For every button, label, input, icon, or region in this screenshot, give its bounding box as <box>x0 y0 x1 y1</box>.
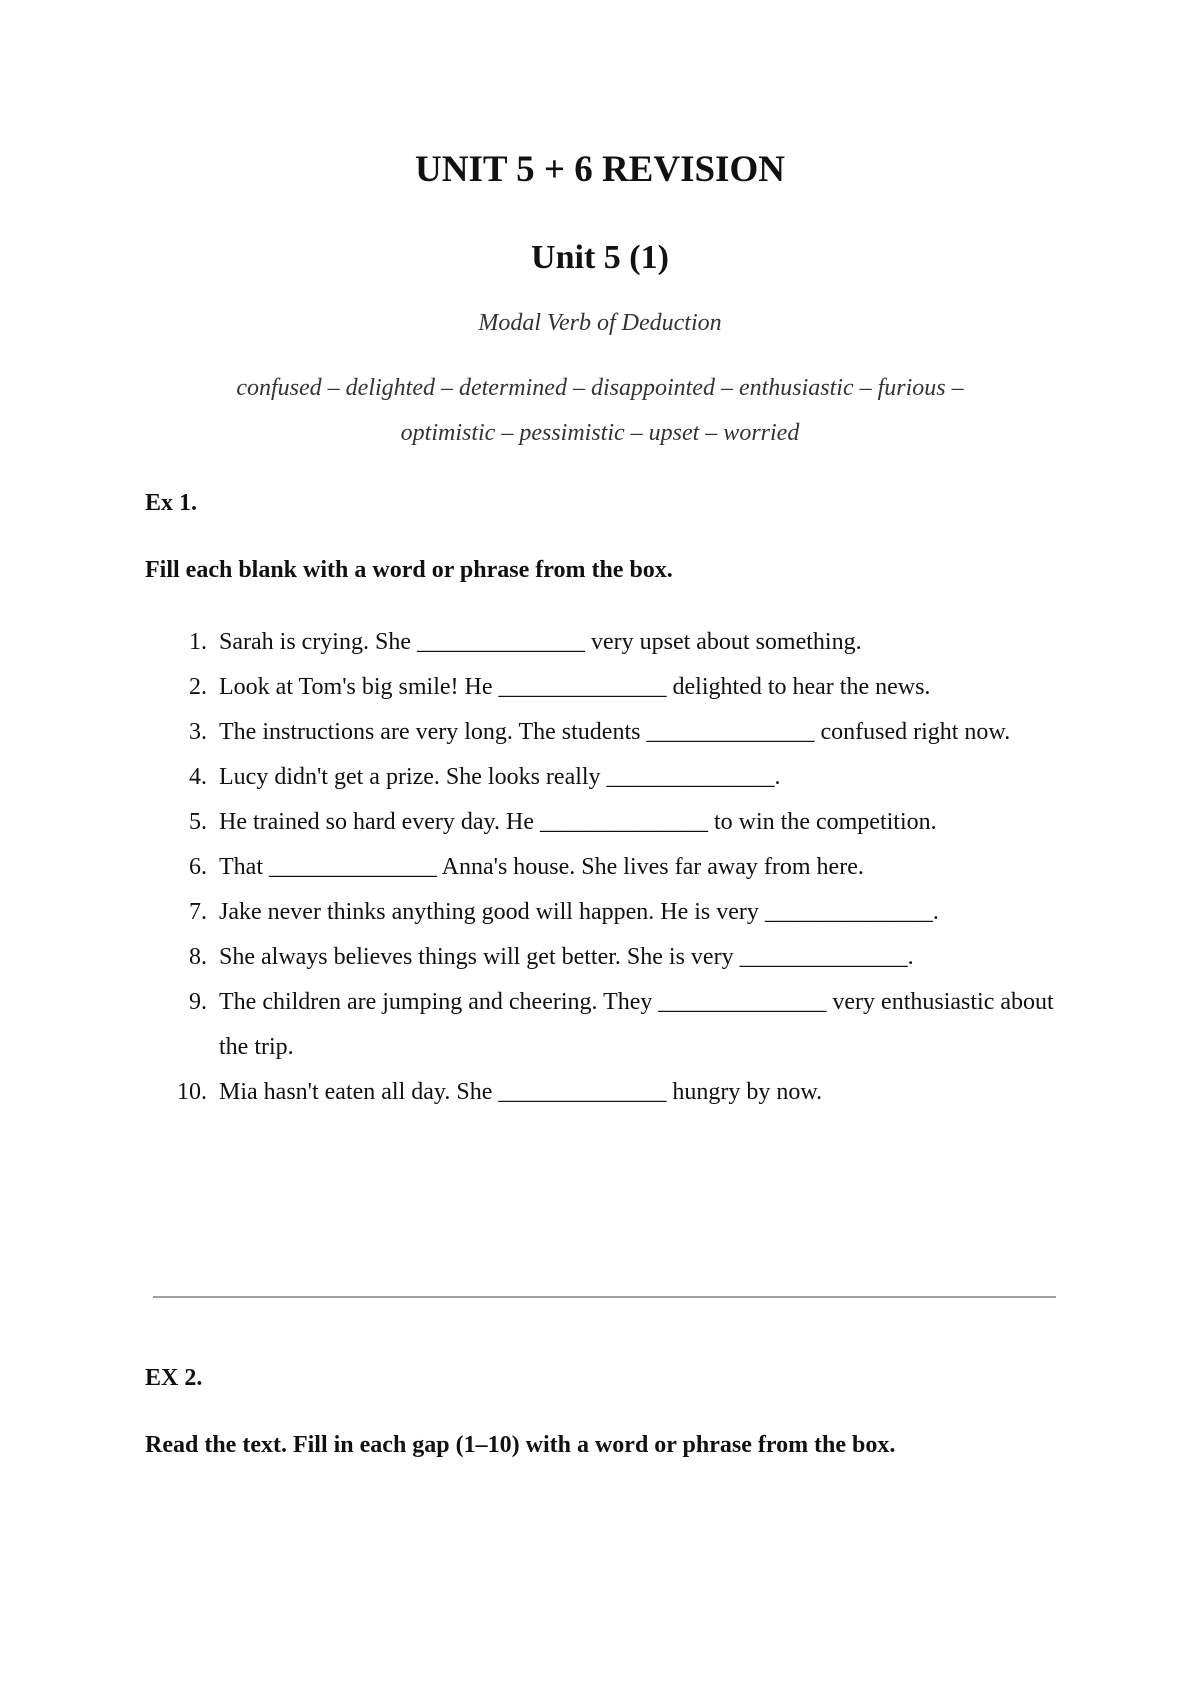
question-text: He trained so hard every day. He ______________ to win the competition. <box>219 809 937 835</box>
question-number: 3. <box>189 719 207 745</box>
section-divider <box>153 1296 1056 1298</box>
question-number: 5. <box>189 809 207 835</box>
question-number: 1. <box>189 629 207 655</box>
grammar-topic: Modal Verb of Deduction <box>478 310 722 336</box>
word-box <box>160 366 1040 456</box>
question-text: She always believes things will get better. She is very ______________. <box>219 944 914 970</box>
question-item-7 <box>145 890 1075 935</box>
question-number: 7. <box>189 899 207 925</box>
question-text: Mia hasn't eaten all day. She ______________ hungry by now. <box>219 1079 823 1105</box>
question-item-8 <box>145 935 1075 980</box>
question-number: 2. <box>189 674 207 700</box>
question-number: 6. <box>189 854 207 880</box>
question-text: Look at Tom's big smile! He ______________ delighted to hear the news. <box>219 674 931 700</box>
question-item-10 <box>145 1070 1075 1115</box>
question-number: 8. <box>189 944 207 970</box>
question-item-6 <box>145 845 1075 890</box>
question-item-3 <box>145 710 1075 755</box>
question-number: 9. <box>189 989 207 1015</box>
exercise-1-instruction: Fill each blank with a word or phrase from the box. <box>145 557 673 583</box>
exercise-1-question-list <box>145 620 1075 1115</box>
question-text: The instructions are very long. The students ______________ confused right now. <box>219 719 1011 745</box>
page-title: UNIT 5 + 6 REVISION <box>415 149 785 190</box>
question-text: Sarah is crying. She ______________ very upset about something. <box>219 629 862 655</box>
exercise-2-instruction: Read the text. Fill in each gap (1–10) with a word or phrase from the box. <box>145 1432 896 1458</box>
unit-title: Unit 5 (1) <box>531 239 669 276</box>
question-item-4 <box>145 755 1075 800</box>
word-box-line-1: confused – delighted – determined – disappointed – enthusiastic – furious – <box>236 375 964 401</box>
exercise-2-heading: EX 2. <box>145 1365 203 1391</box>
question-number: 4. <box>189 764 207 790</box>
question-item-9 <box>145 980 1075 1070</box>
question-text: Jake never thinks anything good will happen. He is very ______________. <box>219 899 939 925</box>
exercise-1-heading: Ex 1. <box>145 490 198 516</box>
question-number: 10. <box>177 1079 207 1105</box>
question-text: That ______________ Anna's house. She lives far away from here. <box>219 854 864 880</box>
question-text: The children are jumping and cheering. They ______________ very enthusiastic about the trip. <box>219 989 1054 1060</box>
question-item-5 <box>145 800 1075 845</box>
question-item-2 <box>145 665 1075 710</box>
question-text: Lucy didn't get a prize. She looks really ______________. <box>219 764 781 790</box>
question-item-1 <box>145 620 1075 665</box>
word-box-line-2: optimistic – pessimistic – upset – worried <box>400 420 800 446</box>
